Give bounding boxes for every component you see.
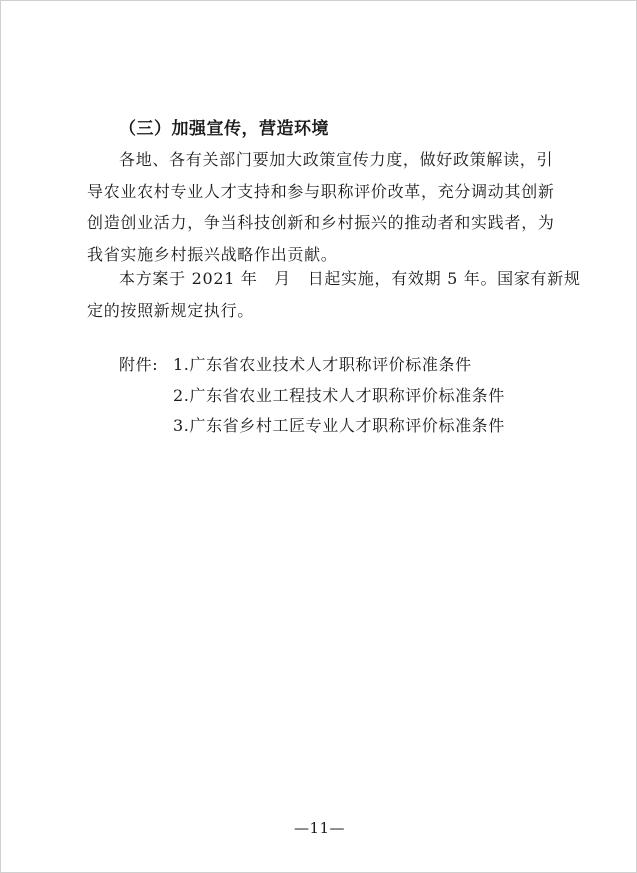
section-heading: （三）加强宣传，营造环境 <box>119 119 329 139</box>
attachment-item: 3.广东省乡村工匠专业人才职称评价标准条件 <box>173 416 505 435</box>
paragraph-line: 我省实施乡村振兴战略作出贡献。 <box>87 244 338 264</box>
attachment-item: 2.广东省农业工程技术人才职称评价标准条件 <box>173 386 505 405</box>
paragraph-line: 定的按照新规定执行。 <box>87 300 255 320</box>
attachment-item: 1.广东省农业技术人才职称评价标准条件 <box>173 355 472 374</box>
paragraph-line: 创造创业活力，争当科技创新和乡村振兴的推动者和实践者，为 <box>87 213 555 232</box>
paragraph-line: 本方案于 2021 年 月 日起实施，有效期 5 年。国家有新规 <box>119 269 581 288</box>
page-number: —11— <box>293 819 346 837</box>
paragraph-publicity <box>87 144 559 270</box>
paragraph-line: 各地、各有关部门要加大政策宣传力度，做好政策解读，引 <box>119 150 554 169</box>
attachments-label: 附件: <box>119 355 159 374</box>
paragraph-effective-date <box>87 263 581 326</box>
paragraph-line: 导农业农村专业人才支持和参与职称评价改革，充分调动其创新 <box>87 181 555 201</box>
